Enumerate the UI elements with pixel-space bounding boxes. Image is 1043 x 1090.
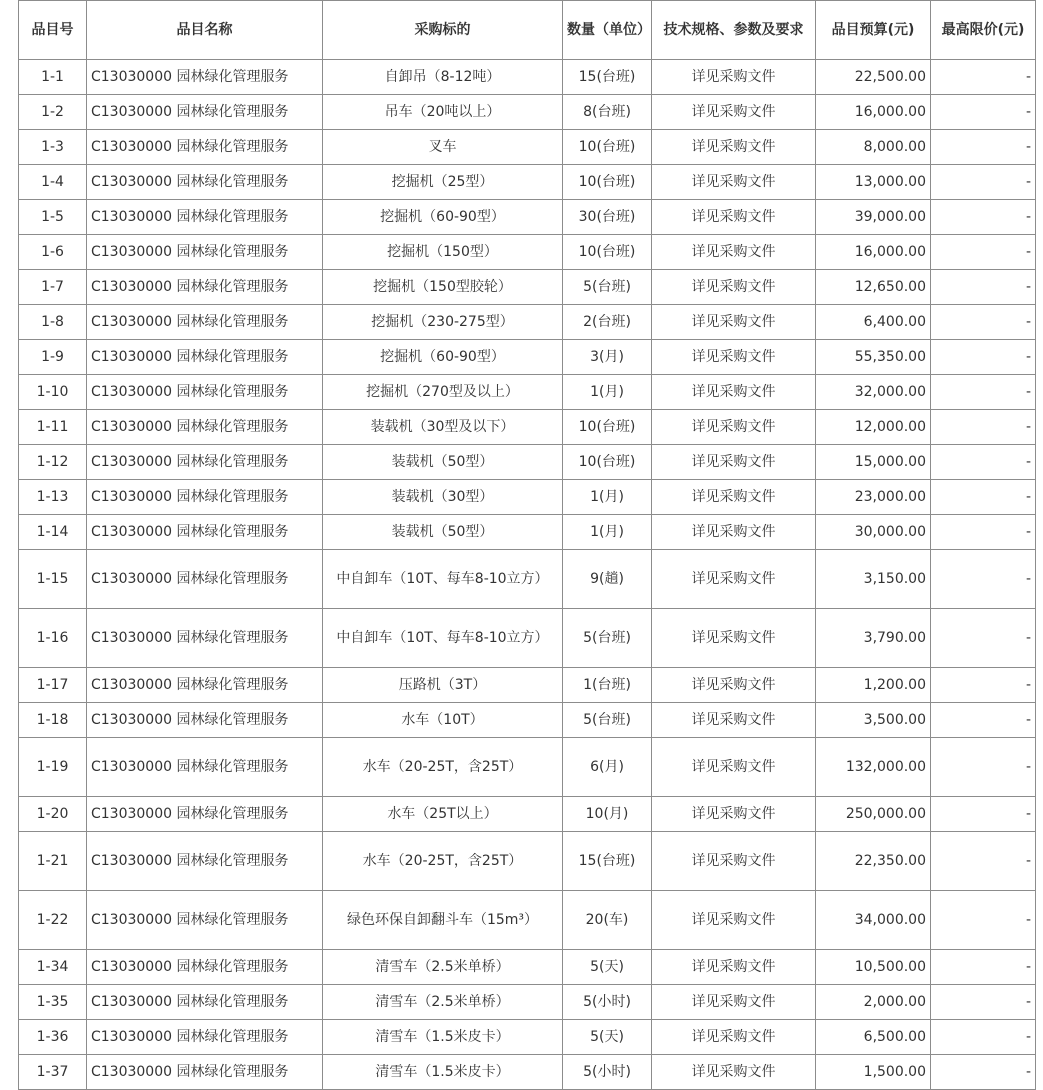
item-no-cell: 1-36 bbox=[19, 1020, 87, 1055]
item-no-cell: 1-17 bbox=[19, 668, 87, 703]
quantity-cell: 2(台班) bbox=[563, 305, 652, 340]
budget-cell: 23,000.00 bbox=[816, 480, 931, 515]
item-no-cell: 1-2 bbox=[19, 95, 87, 130]
table-row bbox=[19, 410, 1036, 445]
spec-cell: 详见采购文件 bbox=[652, 60, 816, 95]
table-row bbox=[19, 950, 1036, 985]
budget-cell: 15,000.00 bbox=[816, 445, 931, 480]
item-name-cell: C13030000 园林绿化管理服务 bbox=[87, 550, 323, 609]
budget-cell: 6,500.00 bbox=[816, 1020, 931, 1055]
target-cell: 装载机（50型） bbox=[323, 515, 563, 550]
table-row bbox=[19, 738, 1036, 797]
table-row bbox=[19, 703, 1036, 738]
target-cell: 叉车 bbox=[323, 130, 563, 165]
max-price-cell: - bbox=[931, 985, 1036, 1020]
procurement-table bbox=[18, 0, 1036, 1090]
item-no-cell: 1-22 bbox=[19, 891, 87, 950]
item-no-cell: 1-18 bbox=[19, 703, 87, 738]
table-row bbox=[19, 130, 1036, 165]
item-no-cell: 1-20 bbox=[19, 797, 87, 832]
quantity-cell: 5(小时) bbox=[563, 985, 652, 1020]
spec-cell: 详见采购文件 bbox=[652, 340, 816, 375]
target-cell: 挖掘机（150型） bbox=[323, 235, 563, 270]
max-price-cell: - bbox=[931, 235, 1036, 270]
item-name-cell: C13030000 园林绿化管理服务 bbox=[87, 480, 323, 515]
budget-cell: 13,000.00 bbox=[816, 165, 931, 200]
budget-cell: 16,000.00 bbox=[816, 95, 931, 130]
max-price-cell: - bbox=[931, 609, 1036, 668]
item-no-cell: 1-6 bbox=[19, 235, 87, 270]
budget-cell: 3,500.00 bbox=[816, 703, 931, 738]
budget-cell: 2,000.00 bbox=[816, 985, 931, 1020]
target-cell: 中自卸车（10T、每车8-10立方） bbox=[323, 550, 563, 609]
budget-cell: 8,000.00 bbox=[816, 130, 931, 165]
item-name-cell: C13030000 园林绿化管理服务 bbox=[87, 340, 323, 375]
target-cell: 中自卸车（10T、每车8-10立方） bbox=[323, 609, 563, 668]
budget-cell: 6,400.00 bbox=[816, 305, 931, 340]
header-target: 采购标的 bbox=[323, 1, 563, 60]
header-item-name: 品目名称 bbox=[87, 1, 323, 60]
target-cell: 清雪车（1.5米皮卡） bbox=[323, 1020, 563, 1055]
max-price-cell: - bbox=[931, 738, 1036, 797]
max-price-cell: - bbox=[931, 950, 1036, 985]
target-cell: 装载机（50型） bbox=[323, 445, 563, 480]
table-row bbox=[19, 797, 1036, 832]
quantity-cell: 1(月) bbox=[563, 515, 652, 550]
target-cell: 装载机（30型） bbox=[323, 480, 563, 515]
spec-cell: 详见采购文件 bbox=[652, 445, 816, 480]
budget-cell: 34,000.00 bbox=[816, 891, 931, 950]
spec-cell: 详见采购文件 bbox=[652, 200, 816, 235]
table-row bbox=[19, 375, 1036, 410]
header-row bbox=[19, 1, 1036, 60]
quantity-cell: 5(台班) bbox=[563, 703, 652, 738]
budget-cell: 22,350.00 bbox=[816, 832, 931, 891]
item-name-cell: C13030000 园林绿化管理服务 bbox=[87, 445, 323, 480]
target-cell: 清雪车（2.5米单桥） bbox=[323, 985, 563, 1020]
table-row bbox=[19, 340, 1036, 375]
table-row bbox=[19, 60, 1036, 95]
budget-cell: 30,000.00 bbox=[816, 515, 931, 550]
spec-cell: 详见采购文件 bbox=[652, 985, 816, 1020]
item-no-cell: 1-5 bbox=[19, 200, 87, 235]
budget-cell: 16,000.00 bbox=[816, 235, 931, 270]
item-name-cell: C13030000 园林绿化管理服务 bbox=[87, 165, 323, 200]
item-name-cell: C13030000 园林绿化管理服务 bbox=[87, 410, 323, 445]
max-price-cell: - bbox=[931, 410, 1036, 445]
max-price-cell: - bbox=[931, 1055, 1036, 1090]
table-row bbox=[19, 235, 1036, 270]
item-no-cell: 1-19 bbox=[19, 738, 87, 797]
target-cell: 装载机（30型及以下） bbox=[323, 410, 563, 445]
budget-cell: 10,500.00 bbox=[816, 950, 931, 985]
target-cell: 水车（10T） bbox=[323, 703, 563, 738]
max-price-cell: - bbox=[931, 550, 1036, 609]
spec-cell: 详见采购文件 bbox=[652, 165, 816, 200]
budget-cell: 250,000.00 bbox=[816, 797, 931, 832]
header-budget: 品目预算(元) bbox=[816, 1, 931, 60]
header-spec: 技术规格、参数及要求 bbox=[652, 1, 816, 60]
item-name-cell: C13030000 园林绿化管理服务 bbox=[87, 609, 323, 668]
item-name-cell: C13030000 园林绿化管理服务 bbox=[87, 985, 323, 1020]
table-row bbox=[19, 832, 1036, 891]
spec-cell: 详见采购文件 bbox=[652, 480, 816, 515]
table-row bbox=[19, 515, 1036, 550]
item-name-cell: C13030000 园林绿化管理服务 bbox=[87, 950, 323, 985]
max-price-cell: - bbox=[931, 668, 1036, 703]
item-name-cell: C13030000 园林绿化管理服务 bbox=[87, 270, 323, 305]
target-cell: 挖掘机（150型胶轮） bbox=[323, 270, 563, 305]
spec-cell: 详见采购文件 bbox=[652, 410, 816, 445]
item-no-cell: 1-15 bbox=[19, 550, 87, 609]
max-price-cell: - bbox=[931, 200, 1036, 235]
table-row bbox=[19, 445, 1036, 480]
quantity-cell: 9(趟) bbox=[563, 550, 652, 609]
spec-cell: 详见采购文件 bbox=[652, 375, 816, 410]
quantity-cell: 5(小时) bbox=[563, 1055, 652, 1090]
max-price-cell: - bbox=[931, 270, 1036, 305]
table-row bbox=[19, 1055, 1036, 1090]
max-price-cell: - bbox=[931, 445, 1036, 480]
spec-cell: 详见采购文件 bbox=[652, 550, 816, 609]
spec-cell: 详见采购文件 bbox=[652, 235, 816, 270]
quantity-cell: 5(台班) bbox=[563, 609, 652, 668]
quantity-cell: 20(车) bbox=[563, 891, 652, 950]
item-no-cell: 1-1 bbox=[19, 60, 87, 95]
max-price-cell: - bbox=[931, 832, 1036, 891]
target-cell: 挖掘机（60-90型） bbox=[323, 200, 563, 235]
target-cell: 挖掘机（25型） bbox=[323, 165, 563, 200]
max-price-cell: - bbox=[931, 165, 1036, 200]
budget-cell: 1,200.00 bbox=[816, 668, 931, 703]
quantity-cell: 5(天) bbox=[563, 950, 652, 985]
spec-cell: 详见采购文件 bbox=[652, 270, 816, 305]
spec-cell: 详见采购文件 bbox=[652, 891, 816, 950]
item-name-cell: C13030000 园林绿化管理服务 bbox=[87, 375, 323, 410]
max-price-cell: - bbox=[931, 95, 1036, 130]
target-cell: 吊车（20吨以上） bbox=[323, 95, 563, 130]
item-no-cell: 1-7 bbox=[19, 270, 87, 305]
quantity-cell: 5(台班) bbox=[563, 270, 652, 305]
table-row bbox=[19, 668, 1036, 703]
item-name-cell: C13030000 园林绿化管理服务 bbox=[87, 1055, 323, 1090]
quantity-cell: 15(台班) bbox=[563, 60, 652, 95]
quantity-cell: 10(台班) bbox=[563, 445, 652, 480]
target-cell: 绿色环保自卸翻斗车（15m³） bbox=[323, 891, 563, 950]
quantity-cell: 10(台班) bbox=[563, 130, 652, 165]
item-name-cell: C13030000 园林绿化管理服务 bbox=[87, 60, 323, 95]
spec-cell: 详见采购文件 bbox=[652, 1020, 816, 1055]
max-price-cell: - bbox=[931, 515, 1036, 550]
item-name-cell: C13030000 园林绿化管理服务 bbox=[87, 797, 323, 832]
item-name-cell: C13030000 园林绿化管理服务 bbox=[87, 703, 323, 738]
spec-cell: 详见采购文件 bbox=[652, 609, 816, 668]
header-quantity: 数量（单位） bbox=[563, 1, 652, 60]
table-row bbox=[19, 165, 1036, 200]
budget-cell: 39,000.00 bbox=[816, 200, 931, 235]
target-cell: 自卸吊（8-12吨） bbox=[323, 60, 563, 95]
quantity-cell: 6(月) bbox=[563, 738, 652, 797]
budget-cell: 32,000.00 bbox=[816, 375, 931, 410]
spec-cell: 详见采购文件 bbox=[652, 305, 816, 340]
spec-cell: 详见采购文件 bbox=[652, 797, 816, 832]
item-name-cell: C13030000 园林绿化管理服务 bbox=[87, 738, 323, 797]
max-price-cell: - bbox=[931, 891, 1036, 950]
item-no-cell: 1-11 bbox=[19, 410, 87, 445]
table-body bbox=[19, 60, 1036, 1090]
spec-cell: 详见采购文件 bbox=[652, 95, 816, 130]
quantity-cell: 30(台班) bbox=[563, 200, 652, 235]
item-no-cell: 1-37 bbox=[19, 1055, 87, 1090]
target-cell: 水车（20-25T，含25T） bbox=[323, 738, 563, 797]
target-cell: 清雪车（2.5米单桥） bbox=[323, 950, 563, 985]
item-no-cell: 1-3 bbox=[19, 130, 87, 165]
item-name-cell: C13030000 园林绿化管理服务 bbox=[87, 515, 323, 550]
quantity-cell: 5(天) bbox=[563, 1020, 652, 1055]
item-no-cell: 1-35 bbox=[19, 985, 87, 1020]
item-name-cell: C13030000 园林绿化管理服务 bbox=[87, 305, 323, 340]
quantity-cell: 1(月) bbox=[563, 480, 652, 515]
spec-cell: 详见采购文件 bbox=[652, 668, 816, 703]
quantity-cell: 3(月) bbox=[563, 340, 652, 375]
max-price-cell: - bbox=[931, 1020, 1036, 1055]
max-price-cell: - bbox=[931, 60, 1036, 95]
quantity-cell: 1(台班) bbox=[563, 668, 652, 703]
spec-cell: 详见采购文件 bbox=[652, 1055, 816, 1090]
spec-cell: 详见采购文件 bbox=[652, 703, 816, 738]
spec-cell: 详见采购文件 bbox=[652, 738, 816, 797]
target-cell: 水车（20-25T，含25T） bbox=[323, 832, 563, 891]
item-no-cell: 1-34 bbox=[19, 950, 87, 985]
budget-cell: 1,500.00 bbox=[816, 1055, 931, 1090]
quantity-cell: 8(台班) bbox=[563, 95, 652, 130]
item-no-cell: 1-16 bbox=[19, 609, 87, 668]
header-item-no: 品目号 bbox=[19, 1, 87, 60]
target-cell: 清雪车（1.5米皮卡） bbox=[323, 1055, 563, 1090]
budget-cell: 55,350.00 bbox=[816, 340, 931, 375]
table-row bbox=[19, 985, 1036, 1020]
item-no-cell: 1-8 bbox=[19, 305, 87, 340]
target-cell: 挖掘机（270型及以上） bbox=[323, 375, 563, 410]
table-row bbox=[19, 480, 1036, 515]
quantity-cell: 15(台班) bbox=[563, 832, 652, 891]
header-max-price: 最高限价(元) bbox=[931, 1, 1036, 60]
table-row bbox=[19, 609, 1036, 668]
quantity-cell: 10(台班) bbox=[563, 165, 652, 200]
target-cell: 挖掘机（60-90型） bbox=[323, 340, 563, 375]
budget-cell: 3,790.00 bbox=[816, 609, 931, 668]
quantity-cell: 10(台班) bbox=[563, 410, 652, 445]
item-name-cell: C13030000 园林绿化管理服务 bbox=[87, 1020, 323, 1055]
table-row bbox=[19, 305, 1036, 340]
table-row bbox=[19, 270, 1036, 305]
item-name-cell: C13030000 园林绿化管理服务 bbox=[87, 668, 323, 703]
max-price-cell: - bbox=[931, 703, 1036, 738]
table-row bbox=[19, 200, 1036, 235]
table-row bbox=[19, 891, 1036, 950]
item-no-cell: 1-13 bbox=[19, 480, 87, 515]
item-name-cell: C13030000 园林绿化管理服务 bbox=[87, 130, 323, 165]
item-name-cell: C13030000 园林绿化管理服务 bbox=[87, 235, 323, 270]
max-price-cell: - bbox=[931, 375, 1036, 410]
spec-cell: 详见采购文件 bbox=[652, 130, 816, 165]
max-price-cell: - bbox=[931, 305, 1036, 340]
item-name-cell: C13030000 园林绿化管理服务 bbox=[87, 832, 323, 891]
spec-cell: 详见采购文件 bbox=[652, 950, 816, 985]
item-no-cell: 1-9 bbox=[19, 340, 87, 375]
item-no-cell: 1-14 bbox=[19, 515, 87, 550]
quantity-cell: 1(月) bbox=[563, 375, 652, 410]
quantity-cell: 10(台班) bbox=[563, 235, 652, 270]
item-no-cell: 1-21 bbox=[19, 832, 87, 891]
item-name-cell: C13030000 园林绿化管理服务 bbox=[87, 200, 323, 235]
budget-cell: 132,000.00 bbox=[816, 738, 931, 797]
budget-cell: 3,150.00 bbox=[816, 550, 931, 609]
item-no-cell: 1-10 bbox=[19, 375, 87, 410]
max-price-cell: - bbox=[931, 130, 1036, 165]
max-price-cell: - bbox=[931, 340, 1036, 375]
item-name-cell: C13030000 园林绿化管理服务 bbox=[87, 95, 323, 130]
spec-cell: 详见采购文件 bbox=[652, 832, 816, 891]
item-no-cell: 1-4 bbox=[19, 165, 87, 200]
item-name-cell: C13030000 园林绿化管理服务 bbox=[87, 891, 323, 950]
max-price-cell: - bbox=[931, 797, 1036, 832]
table-row bbox=[19, 95, 1036, 130]
table-row bbox=[19, 550, 1036, 609]
max-price-cell: - bbox=[931, 480, 1036, 515]
item-no-cell: 1-12 bbox=[19, 445, 87, 480]
spec-cell: 详见采购文件 bbox=[652, 515, 816, 550]
target-cell: 挖掘机（230-275型） bbox=[323, 305, 563, 340]
target-cell: 压路机（3T） bbox=[323, 668, 563, 703]
quantity-cell: 10(月) bbox=[563, 797, 652, 832]
budget-cell: 22,500.00 bbox=[816, 60, 931, 95]
target-cell: 水车（25T以上） bbox=[323, 797, 563, 832]
budget-cell: 12,000.00 bbox=[816, 410, 931, 445]
budget-cell: 12,650.00 bbox=[816, 270, 931, 305]
